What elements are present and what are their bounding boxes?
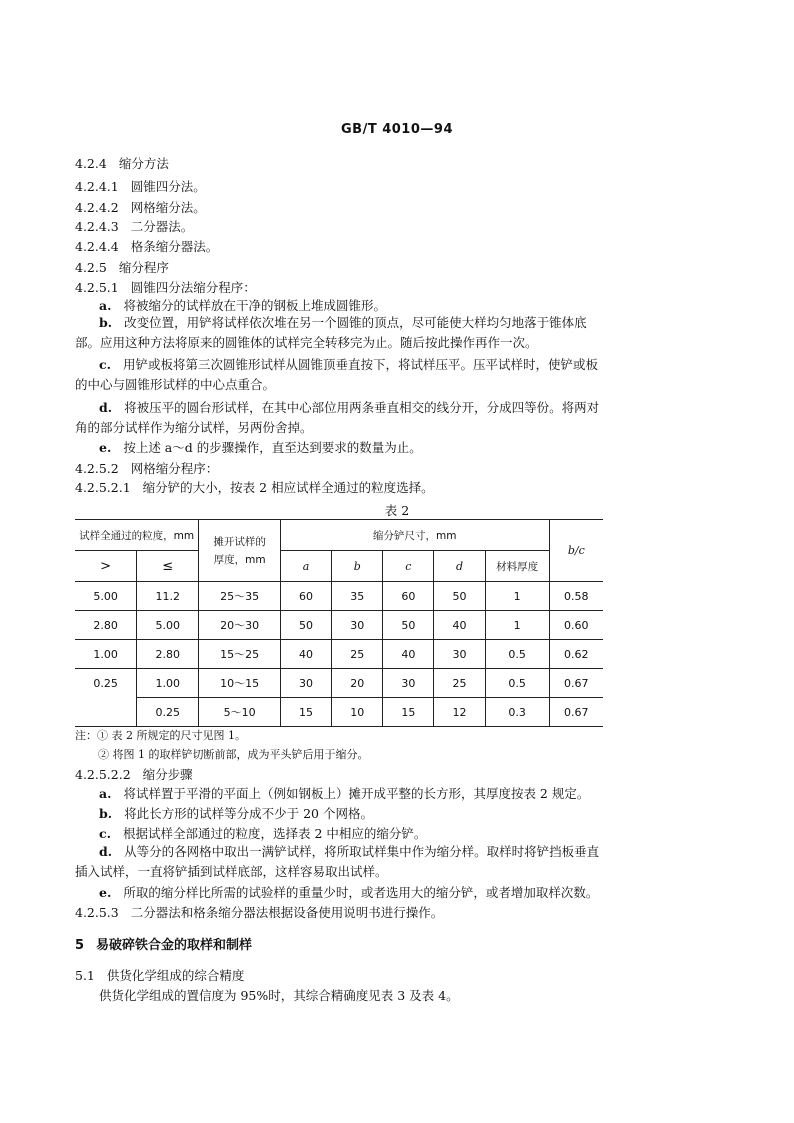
clause-4-2-5-3: 4.2.5.3 二分器法和格条缩分器法根据设备使用说明书进行操作。 <box>75 905 444 920</box>
cell-ratio: 0.58 <box>549 582 603 611</box>
cell-le: 0.25 <box>137 698 199 727</box>
grid-step-d: d. 从等分的各网格中取出一满铲试样，将所取试样集中作为缩分样。取样时将铲挡板垂直插入试样，一直将铲插到试样底部，这样容易取出试样。 <box>75 844 600 879</box>
clause-4-2-4: 4.2.4 缩分方法 <box>75 156 169 171</box>
clause-5-1-body: 供货化学组成的置信度为 95%时，其综合精确度见表 3 及表 4。 <box>99 988 459 1003</box>
cell-gt: 0.25 <box>75 669 137 698</box>
cell-a: 40 <box>280 640 331 669</box>
cell-le: 1.00 <box>137 669 199 698</box>
cell-a: 50 <box>280 611 331 640</box>
cell-gt: 2.80 <box>75 611 137 640</box>
cone-step-d: d. 将被压平的圆台形试样，在其中心部位用两条垂直相交的线分开，分成四等份。将两对角的部分试样作为缩分试样，另两份舍掉。 <box>75 400 600 435</box>
cone-step-b: b. 改变位置，用铲将试样依次堆在另一个圆锥的顶点，尽可能使大样均匀地落于锥体底部。应用这种方法将原来的圆锥体的试样完全转移完为止。随后按此操作再作一次。 <box>75 315 587 350</box>
cell-c: 30 <box>383 669 434 698</box>
cell-gt: 1.00 <box>75 640 137 669</box>
cell-b: 30 <box>332 611 383 640</box>
cell-c: 15 <box>383 698 434 727</box>
cell-d: 12 <box>434 698 485 727</box>
clause-4-2-5-2-2: 4.2.5.2.2 缩分步骤 <box>75 767 193 782</box>
cell-ratio: 0.60 <box>549 611 603 640</box>
cell-le: 5.00 <box>137 611 199 640</box>
header-material-thickness: 材料厚度 <box>485 551 549 582</box>
cell-thickness: 25～35 <box>199 582 281 611</box>
cell-d: 30 <box>434 640 485 669</box>
header-b: b <box>332 551 383 582</box>
cell-material: 0.3 <box>485 698 549 727</box>
cell-a: 30 <box>280 669 331 698</box>
cell-material: 1 <box>485 582 549 611</box>
table-note-2: ② 将图 1 的取样铲切断前部，成为平头铲后用于缩分。 <box>98 748 369 761</box>
cell-le: 2.80 <box>137 640 199 669</box>
clause-4-2-4-4: 4.2.4.4 格条缩分器法。 <box>75 239 219 254</box>
cell-material: 1 <box>485 611 549 640</box>
clause-4-2-5-1: 4.2.5.1 圆锥四分法缩分程序： <box>75 280 256 295</box>
cell-material: 0.5 <box>485 669 549 698</box>
cell-thickness: 15～25 <box>199 640 281 669</box>
cell-le: 11.2 <box>137 582 199 611</box>
clause-4-2-4-1: 4.2.4.1 圆锥四分法。 <box>75 179 206 194</box>
cell-thickness: 5～10 <box>199 698 281 727</box>
header-c: c <box>383 551 434 582</box>
cell-a: 15 <box>280 698 331 727</box>
cell-c: 60 <box>383 582 434 611</box>
cell-b: 25 <box>332 640 383 669</box>
clause-4-2-4-2: 4.2.4.2 网格缩分法。 <box>75 200 206 215</box>
cell-b: 20 <box>332 669 383 698</box>
clause-5-1: 5.1 供货化学组成的综合精度 <box>75 968 245 983</box>
table-row <box>75 669 603 698</box>
cell-d: 40 <box>434 611 485 640</box>
cell-b: 10 <box>332 698 383 727</box>
cell-thickness: 10～15 <box>199 669 281 698</box>
header-shovel-size: 缩分铲尺寸，mm <box>280 520 549 551</box>
table-row <box>75 611 603 640</box>
cell-gt <box>75 698 137 727</box>
cell-d: 50 <box>434 582 485 611</box>
section-5-heading: 5 易破碎铁合金的取样和制样 <box>75 938 253 953</box>
header-d: d <box>434 551 485 582</box>
header-pass-size: 试样全通过的粒度，mm <box>75 520 199 551</box>
clause-4-2-5-2: 4.2.5.2 网格缩分程序： <box>75 461 219 476</box>
grid-step-e: e. 所取的缩分样比所需的试验样的重量少时，或者选用大的缩分铲，或者增加取样次数。 <box>99 885 599 900</box>
cell-material: 0.5 <box>485 640 549 669</box>
cell-ratio: 0.62 <box>549 640 603 669</box>
table-2-title: 表 2 <box>384 503 410 518</box>
table-2 <box>75 519 603 727</box>
cone-step-a: a. 将被缩分的试样放在干净的钢板上堆成圆锥形。 <box>99 298 386 313</box>
header-gt: > <box>75 551 137 582</box>
table-note-1: 注：① 表 2 所规定的尺寸见图 1。 <box>75 729 246 742</box>
cell-c: 40 <box>383 640 434 669</box>
clause-4-2-4-3: 4.2.4.3 二分器法。 <box>75 219 194 234</box>
header-a: a <box>280 551 331 582</box>
grid-step-a: a. 将试样置于平滑的平面上（例如钢板上）摊开成平整的长方形，其厚度按表 2 规定。 <box>99 786 590 801</box>
standard-code: GB/T 4010—94 <box>341 122 453 137</box>
table-row <box>75 698 603 727</box>
cone-step-c: c. 用铲或板将第三次圆锥形试样从圆锥顶垂直按下，将试样压平。压平试样时，使铲或板的中心与圆锥形试样的中心点重合。 <box>75 357 598 392</box>
header-thickness: 摊开试样的 厚度，mm <box>199 520 281 582</box>
clause-4-2-5: 4.2.5 缩分程序 <box>75 260 169 275</box>
cone-step-e: e. 按上述 a～d 的步骤操作，直至达到要求的数量为止。 <box>99 440 422 455</box>
cell-b: 35 <box>332 582 383 611</box>
table-row <box>75 640 603 669</box>
grid-step-b: b. 将此长方形的试样等分成不少于 20 个网格。 <box>99 806 373 821</box>
cell-c: 50 <box>383 611 434 640</box>
cell-a: 60 <box>280 582 331 611</box>
cell-gt: 5.00 <box>75 582 137 611</box>
table-row <box>75 582 603 611</box>
cell-ratio: 0.67 <box>549 669 603 698</box>
header-ratio: b/c <box>549 520 603 582</box>
header-le: ≤ <box>137 551 199 582</box>
grid-step-c: c. 根据试样全部通过的粒度，选择表 2 中相应的缩分铲。 <box>99 826 427 841</box>
cell-d: 25 <box>434 669 485 698</box>
cell-thickness: 20～30 <box>199 611 281 640</box>
clause-4-2-5-2-1: 4.2.5.2.1 缩分铲的大小，按表 2 相应试样全通过的粒度选择。 <box>75 480 434 495</box>
cell-ratio: 0.67 <box>549 698 603 727</box>
